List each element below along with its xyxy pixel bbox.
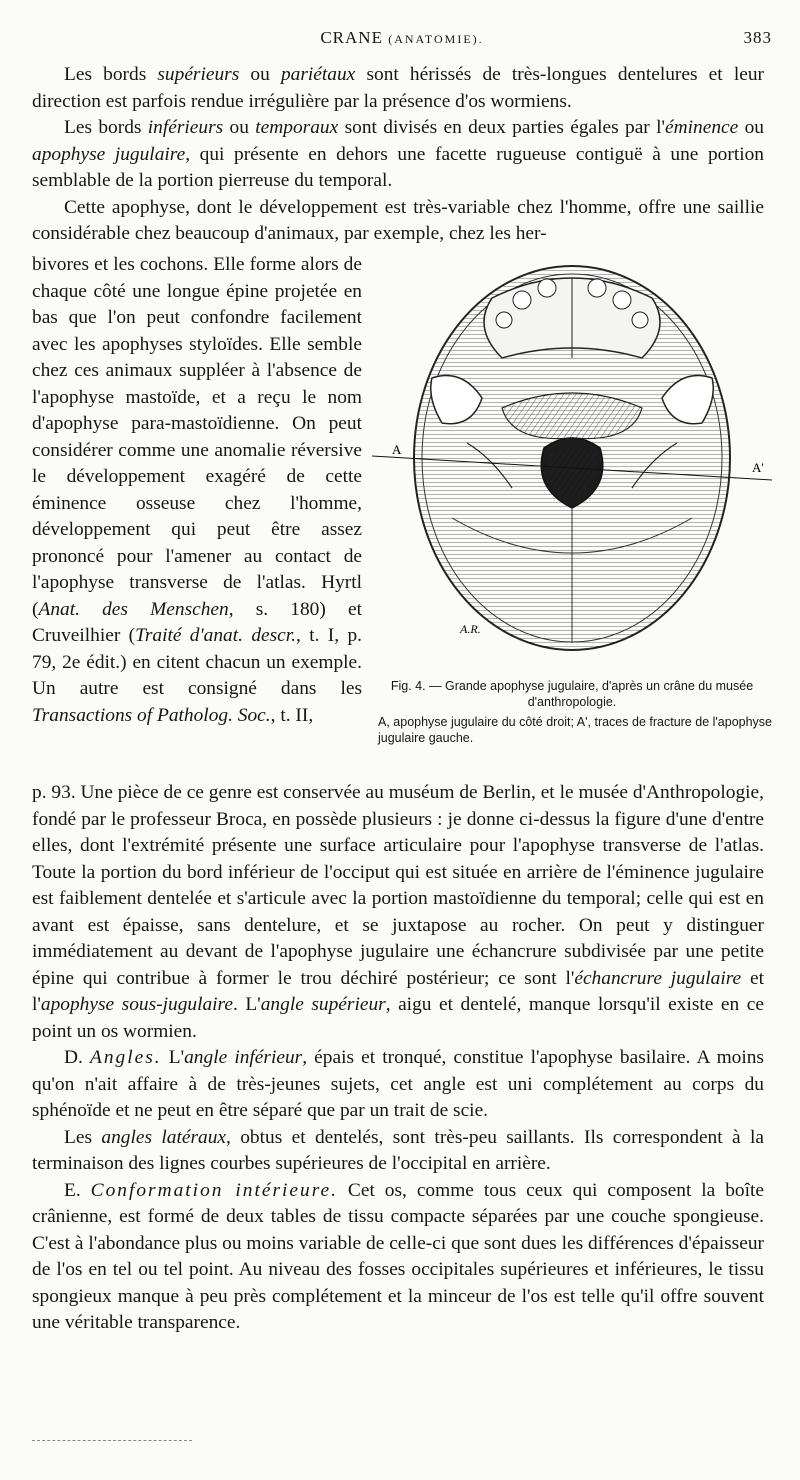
wrapped-text-column: [32, 252, 362, 729]
skull-base-illustration: [372, 258, 772, 678]
paragraph-apophysis-continued: bivores et les cochons. Elle forme alors de chaque côté une longue épine projetée en bas que l'on peut confondre facilement avec les apophyses styloïdes. Elle semble chez ces animaux suppléer à l'absence de l'apophyse mastoïde, et a reçu le nom d'apophyse para-mastoïdienne. On peut considérer comme une anomalie réversive le développement exagéré de cette éminence osseuse chez l'homme, développement qui peut être assez prononcé pour l'amener au contact de l'apophyse transverse de l'atlas. Hyrtl (Anat. des Menschen, s. 180) et Cruveilhier (Traité d'anat. descr., t. I, p. 79, 2e édit.) en citent chacun un exemple. Un autre est consigné dans les Transactions of Patholog. Soc., t. II,: [32, 254, 362, 726]
paragraph-lateral-angles: Les angles latéraux, obtus et dentelés, sont très-peu saillants. Ils correspondent à la terminaison des lignes courbes supérieures de l'occipital en arrière.: [32, 1126, 764, 1174]
running-title-main: CRANE: [320, 28, 383, 47]
paragraph-inferior-borders: Les bords inférieurs ou temporaux sont divisés en deux parties égales par l'éminence ou apophyse jugulaire, qui présente en dehors une facette rugueuse contiguë à une portion semblable de la portion pierreuse du temporal.: [32, 117, 764, 191]
top-text-block: [32, 62, 764, 248]
figure-caption: [372, 678, 772, 746]
running-title-sub: (ANATOMIE).: [388, 32, 484, 46]
paragraph-internal-conformation: E. Conformation intérieure. Cet os, comme tous ceux qui composent la boîte crânienne, est formé de deux tables de tissu compacte séparées par une couche spongieuse. C'est à l'abondance plus ou moins variable de celle-ci que sont dues les différences d'épaisseur de l'os en tel ou tel point. Au niveau des fosses occipitales supérieures et inférieures, le tissu spongieux manque à peu près complétement et la minceur de l'os est telle qu'il offre souvent une véritable transparence.: [32, 1179, 764, 1333]
paragraph-berlin-specimen: p. 93. Une pièce de ce genre est conservée au muséum de Berlin, et le musée d'Anthropologie, fondé par le professeur Broca, en possède plusieurs : je donne ci-dessus la figure d'une d'entre elles, dont l'extrémité présente une surface articulaire pour l'apophyse transverse de l'atlas. Toute la portion du bord inférieur de l'occiput qui est située en arrière de l'éminence jugulaire est faiblement dentelée et s'articule avec la portion mastoïdienne du temporal; celle qui est en avant est épaisse, sans dentelure, et se juxtapose au rocher. On peut y distinguer immédiatement au devant de l'apophyse jugulaire une échancrure subdivisée par une petite épine qui contribue à former le trou déchiré postérieur; ce sont l'échancrure jugulaire et l'apophyse sous-jugulaire. L'angle supérieur, aigu et dentelé, manque lorsqu'il existe en ce point un os wormien.: [32, 782, 765, 1042]
running-header: [32, 28, 772, 54]
footnote-rule: [32, 1440, 192, 1441]
paragraph-angles: D. Angles. L'angle inférieur, épais et tronqué, constitue l'apophyse basilaire. A moins qu'on n'ait affaire à de très-jeunes sujets, cet angle est uni complétement au corps du sphénoïde et ne peut en être séparé que par un trait de scie.: [32, 1047, 764, 1121]
label-a: A: [392, 442, 402, 457]
engraver-signature: A.R.: [460, 622, 481, 636]
paragraph-superior-borders: Les bords supérieurs ou pariétaux sont hérissés de très-longues dentelures et leur direction est parfois rendue irrégulière par la présence d'os wormiens.: [32, 64, 764, 112]
page-number: 383: [743, 28, 772, 47]
running-title: [32, 28, 772, 48]
caption-title: Fig. 4. — Grande apophyse jugulaire, d'après un crâne du musée d'anthropologie.: [390, 679, 754, 709]
skull-figure: [372, 258, 772, 678]
paragraph-apophysis-intro: Cette apophyse, dont le développement est très-variable chez l'homme, offre une saillie considérable chez beaucoup d'animaux, par exemple, chez les her-: [32, 196, 764, 244]
bottom-text-block: [32, 780, 764, 1337]
caption-legend: A, apophyse jugulaire du côté droit; A', traces de fracture de l'apophyse jugulaire gauche.: [378, 715, 772, 745]
label-a-prime: A': [752, 460, 764, 475]
